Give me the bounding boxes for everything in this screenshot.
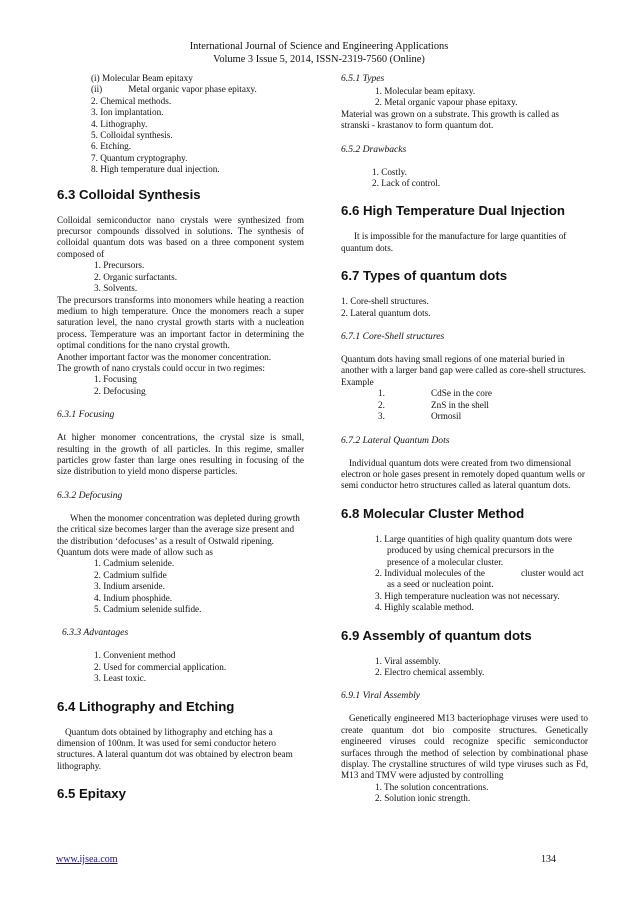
list-item: 3. Indium arsenide. xyxy=(94,581,165,592)
list-item xyxy=(375,568,588,591)
journal-volume: Volume 3 Issue 5, 2014, ISSN-2319-7560 (Online) xyxy=(213,54,425,65)
paragraph: It is impossible for the manufacture for large quantities of quantum dots. xyxy=(341,231,567,253)
subsection-heading: 6.5.1 Types xyxy=(341,73,385,84)
drawbacks-list xyxy=(341,167,588,190)
list-item-text: cluster xyxy=(520,567,546,578)
section-heading: 6.3 Colloidal Synthesis xyxy=(57,186,201,202)
list-item: 1. Large quantities of high quality quantum dots were produced by using chemical precursors in the presence of a molecular cluster. xyxy=(375,533,573,567)
paragraph: When the monomer concentration was depleted during growth the critical size becomes larger than the average size present and the distribution ‘defocuses’ as a result of Ostwald ripening. xyxy=(57,512,300,546)
list-item: 8. High temperature dual injection. xyxy=(91,164,220,175)
list-item-number: (ii) xyxy=(91,84,103,95)
subsection-heading: 6.5.2 Drawbacks xyxy=(341,143,407,155)
list-item: 3. Ion implantation. xyxy=(91,107,164,118)
paragraph: Colloidal semiconductor nano crystals were synthesized from precursor compounds dissolved in solutions. The synthesis of colloidal quantum dots was based on a three component system composed of xyxy=(57,214,304,259)
section-heading: 6.6 High Temperature Dual Injection xyxy=(341,203,565,219)
subsection-heading: 6.3.1 Focusing xyxy=(57,409,115,421)
component-list xyxy=(57,260,304,294)
section-heading: 6.9 Assembly of quantum dots xyxy=(341,627,532,643)
cluster-method-list xyxy=(341,534,588,614)
page-number: 134 xyxy=(541,854,556,865)
list-item xyxy=(91,84,304,95)
list-item-text: 2. Individual molecules of the xyxy=(375,567,485,578)
list-item: 1. Costly. xyxy=(372,166,407,177)
list-item: 2. Cadmium sulfide xyxy=(94,569,167,580)
row-text: ZnS in the shell xyxy=(431,399,489,410)
journal-title: International Journal of Science and Engineering Applications xyxy=(189,41,449,52)
example-label: Example xyxy=(341,376,374,387)
row-number: 3. xyxy=(378,411,385,422)
paragraph: The precursors transforms into monomers while heating a reaction medium to high temperature. Once the monomers reach a super saturation level, the nano crystal growth starts with a nucleation process. Temperature was an important factor in determining the optimal conditions for the nano crystal growth. xyxy=(57,294,304,351)
list-item: 6. Etching. xyxy=(91,141,132,152)
example-table xyxy=(341,388,588,422)
row-number: 1. xyxy=(378,388,385,399)
right-column xyxy=(341,73,588,805)
list-item: 1. The solution concentrations. xyxy=(375,781,489,792)
list-item: 1. Core-shell structures. xyxy=(341,296,429,307)
table-row xyxy=(341,388,588,399)
list-item: 2. Electro chemical assembly. xyxy=(375,666,485,677)
journal-header xyxy=(0,40,638,66)
paragraph: Quantum dots having small regions of one material buried in another with a larger band gap were called as core-shell structures. xyxy=(341,354,586,376)
list-item: 3. Least toxic. xyxy=(94,673,147,684)
list-item: 2. Organic surfactants. xyxy=(94,271,178,282)
list-item: 1. Focusing xyxy=(94,374,137,385)
paragraph: At higher monomer concentrations, the crystal size is small, resulting in the growth of all particles. In this regime, smaller particles grow faster than large ones resulting in focusing of the size distribution to yield mono disperse particles. xyxy=(57,432,304,477)
subsection-heading: 6.3.2 Defocusing xyxy=(57,489,123,501)
journal-website-link[interactable]: www.ijsea.com xyxy=(56,854,118,865)
viral-control-list xyxy=(341,782,588,805)
paragraph: Quantum dots were made of allow such as xyxy=(57,547,213,557)
paragraph: Material was grown on a substrate. This growth is called as stranski - krastanov to form quantum dot. xyxy=(341,108,559,131)
list-item: 5. Colloidal synthesis. xyxy=(91,130,173,141)
subsection-heading: 6.7.2 Lateral Quantum Dots xyxy=(341,434,450,446)
list-item: 2. Solution ionic strength. xyxy=(375,793,471,804)
section-heading: 6.7 Types of quantum dots xyxy=(341,268,508,284)
epitaxy-types-list xyxy=(341,86,588,109)
table-row xyxy=(341,411,588,422)
list-item: 5. Cadmium selenide sulfide. xyxy=(94,604,202,615)
alloy-list xyxy=(57,558,304,615)
paragraph: The growth of nano crystals could occur in two regimes: xyxy=(57,362,265,373)
section-heading: 6.5 Epitaxy xyxy=(57,786,126,802)
list-item: 2. Chemical methods. xyxy=(91,95,172,106)
subsection-heading: 6.7.1 Core-Shell structures xyxy=(341,331,445,343)
left-column xyxy=(57,73,304,814)
list-item-text: Metal organic vapor phase epitaxy. xyxy=(128,84,257,95)
qd-types-list xyxy=(341,296,588,319)
list-item: 2. Used for commercial application. xyxy=(94,661,227,672)
assembly-list xyxy=(341,656,588,679)
list-item: 3. Solvents. xyxy=(94,283,138,294)
table-row xyxy=(341,400,588,411)
paragraph: Individual quantum dots were created from two dimensional electron or hole gases present in remotely doped quantum wells or semi conductor hetro structures called as lateral quantum dots. xyxy=(341,457,585,491)
list-item: 1. Convenient method xyxy=(94,650,176,661)
list-item: 3. High temperature nucleation was not necessary. xyxy=(375,590,560,601)
list-item-text: would act as a seed or nucleation point. xyxy=(387,567,584,590)
list-item: 4. Indium phosphide. xyxy=(94,592,173,603)
list-item: 1. Viral assembly. xyxy=(375,655,441,666)
list-item: 2. Lack of control. xyxy=(372,178,441,189)
list-item: 1. Molecular beam epitaxy. xyxy=(375,86,476,96)
paragraph: Genetically engineered M13 bacteriophage viruses were used to create quantum dot bio composite structures. Genetically engineered viruses could recognize specific semiconductor surfaces through the method of selection by combinational phase display. The crystalline structures of wild type viruses such as Fd, M13 and TMV were adjusted by controlling xyxy=(341,713,588,781)
list-item: 2. Lateral quantum dots. xyxy=(341,307,431,318)
row-text: CdSe in the core xyxy=(431,388,492,399)
subsection-heading: 6.9.1 Viral Assembly xyxy=(341,690,421,702)
row-text: Ormosil xyxy=(431,411,462,422)
advantages-list xyxy=(57,650,304,684)
list-item: (i) Molecular Beam epitaxy xyxy=(91,73,193,83)
regime-list xyxy=(57,374,304,397)
list-item: 2. Metal organic vapour phase epitaxy. xyxy=(375,97,518,108)
subsection-heading: 6.3.3 Advantages xyxy=(62,627,129,639)
paragraph: Quantum dots obtained by lithography and etching has a dimension of 100nm. It was used for semi conductor hetero structures. A lateral quantum dot was obtained by electron beam lithography. xyxy=(57,726,293,771)
list-item: 1. Precursors. xyxy=(94,260,145,271)
list-item: 7. Quantum cryptography. xyxy=(91,152,188,163)
paragraph: Another important factor was the monomer concentration. xyxy=(57,351,272,362)
list-item: 4. Lithography. xyxy=(91,118,148,129)
list-item: 1. Cadmium selenide. xyxy=(94,558,175,569)
section-heading: 6.4 Lithography and Etching xyxy=(57,698,235,714)
list-item: 4. Highly scalable method. xyxy=(375,602,474,613)
list-item: 2. Defocusing xyxy=(94,385,146,396)
section-heading: 6.8 Molecular Cluster Method xyxy=(341,505,525,521)
row-number: 2. xyxy=(378,399,385,410)
methods-list xyxy=(57,73,304,176)
